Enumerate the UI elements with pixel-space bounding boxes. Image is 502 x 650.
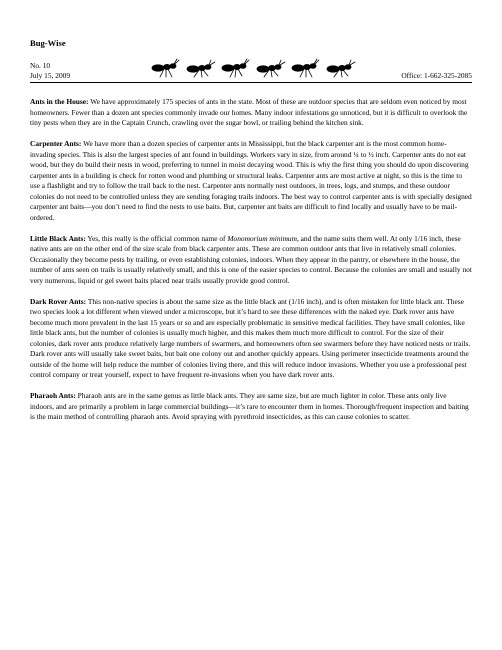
- issue-date: July 15, 2009: [30, 71, 71, 80]
- section-heading: Pharaoh Ants:: [30, 391, 76, 400]
- section-pharaoh-ants: [30, 391, 472, 423]
- office-phone: Office: 1-662-325-2085: [401, 71, 472, 80]
- section-body-post: , and the name suits them well. At only 1/16 inch, these native ants are on the other end of the size scale from black carpenter ants. These are common outdoor ants that live in relatively small colonies. Occasionally they become pests by trailing, or even establishing colonies, indoors. When they appear in the pantry, or elsewhere in the house, the number of ants seen on trails is usually relatively small, and this is one of the easier species to control. Because the colonies are small and usually not very numerous, liquid or gel sweet baits placed near trails usually provide good control.: [30, 233, 472, 285]
- section-ants-in-house: [30, 97, 472, 129]
- section-heading: Carpenter Ants:: [30, 139, 82, 148]
- issue-header: [30, 61, 472, 85]
- section-body: We have approximately 175 species of ants in the state. Most of these are outdoor species that are seldom even noticed by most homeowners. Fewer than a dozen ant species commonly invade our homes. Many indoor infestations go unnoticed, but it is difficult to overlook the tiny pests when they are in the Captain Crunch, crawling over the sugar bowl, or trailing behind the kitchen sink.: [30, 97, 468, 127]
- newsletter-page: [30, 38, 472, 423]
- section-body: Pharaoh ants are in the same genus as little black ants. They are same size, but are much lighter in color. These ants only live indoors, and are primarily a problem in large commercial buildings—it’s rare to encounter them in homes. Thorough/frequent inspection and baiting is the main method of controlling pharaoh ants. Avoid spraying with pyrethroid insecticides, as this can cause colonies to scatter.: [30, 391, 469, 421]
- section-heading: Ants in the House:: [30, 97, 89, 106]
- issue-number: No. 10: [30, 61, 51, 70]
- section-carpenter-ants: [30, 139, 472, 223]
- section-dark-rover-ants: [30, 297, 472, 381]
- section-little-black-ants: [30, 234, 472, 287]
- section-heading: Dark Rover Ants:: [30, 296, 87, 306]
- section-heading: Little Black Ants:: [30, 233, 86, 243]
- section-body-pre: Yes, this really is the official common name of: [85, 233, 228, 243]
- ant-banner-icon: [148, 58, 363, 79]
- section-body: We have more than a dozen species of carpenter ants in Mississippi, but the black carpenter ant is the most common home-invading species. This is also the largest species of ant found in buildings. Workers vary in size, from around ¼ to ½ inch. Carpenter ants do not eat wood, but they do build their nests in wood, preferring to tunnel in moist decaying wood. This is why the first thing you should do upon discovering carpenter ants in a building is check for rotten wood and plumbing or structural leaks. Carpenter ants are most active at night, so this is the time to use a flashlight and try to follow the trail back to the nest. Carpenter ants normally nest outdoors, in trees, logs, and stumps, and these outdoor colonies do not need to be controlled unless they are sending foraging trails indoors. The best way to control carpenter ants is with specially designed carpenter ant baits—you don’t need to find the nests to use baits. But, carpenter ant baits are difficult to find locally and usually have to be mail-ordered.: [30, 139, 472, 222]
- section-body: This non-native species is about the same size as the little black ant (1/16 inch), and is often mistaken for little black ant. These two species look a lot different when viewed under a microscope, but it’s hard to see these differences with the naked eye. Dark rover ants have become much more prevalent in the last 15 years or so and are especially problematic in sensitive medical facilities. They have small colonies, like little black ants, but the number of colonies is usually much higher, and this makes them much more difficult to control. For the size of their colonies, dark rover ants produce relatively large numbers of swarmers, and homeowners often see swarmers before they have noticed nests or trails. Dark rover ants will usually take sweet baits, but bait one colony out and another quickly appears. Using perimeter insecticide treatments around the outside of the home will help reduce the number of colonies living there, and this will reduce indoor invasions. Whether you use a professional pest control company or treat yourself, expect to have frequent re-invasions when you have dark rover ants.: [30, 296, 471, 379]
- newsletter-title: Bug-Wise: [30, 38, 66, 48]
- species-name: Monomorium minimum: [227, 233, 297, 243]
- header-divider: [30, 82, 472, 83]
